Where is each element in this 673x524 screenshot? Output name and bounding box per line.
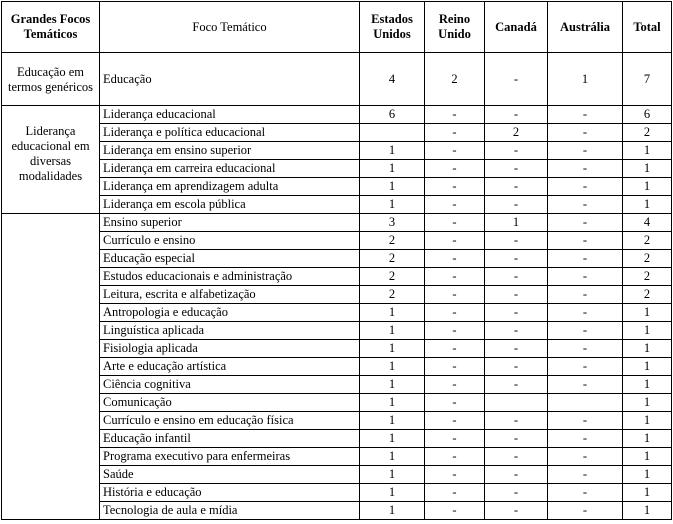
table-row <box>2 232 672 250</box>
topic-cell: Liderança e política educacional <box>100 124 360 142</box>
total-cell: 1 <box>623 430 672 448</box>
table-row <box>2 53 672 106</box>
table-row <box>2 124 672 142</box>
us-cell: 1 <box>360 196 425 214</box>
au-cell: - <box>548 232 623 250</box>
us-cell: 1 <box>360 142 425 160</box>
table-body <box>2 53 672 520</box>
topic-cell: História e educação <box>100 484 360 502</box>
au-cell: - <box>548 106 623 124</box>
total-cell: 2 <box>623 268 672 286</box>
au-cell: - <box>548 250 623 268</box>
topic-cell: Liderança em carreira educacional <box>100 160 360 178</box>
table-row <box>2 160 672 178</box>
table-row <box>2 304 672 322</box>
us-cell: 1 <box>360 160 425 178</box>
topic-cell: Antropologia e educação <box>100 304 360 322</box>
ca-cell: - <box>485 466 548 484</box>
uk-cell: - <box>425 304 485 322</box>
topic-cell: Arte e educação artística <box>100 358 360 376</box>
total-cell: 1 <box>623 412 672 430</box>
total-cell: 4 <box>623 214 672 232</box>
table-row <box>2 196 672 214</box>
uk-cell: - <box>425 124 485 142</box>
table-row <box>2 250 672 268</box>
us-cell: 1 <box>360 484 425 502</box>
total-cell: 2 <box>623 232 672 250</box>
uk-cell: - <box>425 106 485 124</box>
au-cell: - <box>548 430 623 448</box>
us-cell: 2 <box>360 286 425 304</box>
us-cell: 1 <box>360 466 425 484</box>
topic-cell: Liderança educacional <box>100 106 360 124</box>
ca-cell: - <box>485 412 548 430</box>
ca-cell: - <box>485 106 548 124</box>
uk-cell: - <box>425 412 485 430</box>
uk-cell: - <box>425 232 485 250</box>
topic-cell: Leitura, escrita e alfabetização <box>100 286 360 304</box>
us-cell: 2 <box>360 232 425 250</box>
table-row <box>2 484 672 502</box>
us-cell: 1 <box>360 178 425 196</box>
table-row <box>2 340 672 358</box>
ca-cell: - <box>485 448 548 466</box>
total-cell: 1 <box>623 340 672 358</box>
au-cell: - <box>548 160 623 178</box>
header-group: Grandes Focos Temáticos <box>2 2 100 53</box>
ca-cell: 2 <box>485 124 548 142</box>
total-cell: 1 <box>623 142 672 160</box>
ca-cell: 1 <box>485 214 548 232</box>
us-cell: 1 <box>360 304 425 322</box>
uk-cell: - <box>425 484 485 502</box>
header-uk: Reino Unido <box>425 2 485 53</box>
ca-cell: - <box>485 430 548 448</box>
au-cell: - <box>548 376 623 394</box>
topic-cell: Programa executivo para enfermeiras <box>100 448 360 466</box>
table-row <box>2 376 672 394</box>
topic-cell: Tecnologia de aula e mídia <box>100 502 360 520</box>
au-cell: - <box>548 268 623 286</box>
total-cell: 1 <box>623 322 672 340</box>
au-cell: - <box>548 484 623 502</box>
total-cell: 1 <box>623 358 672 376</box>
au-cell: - <box>548 142 623 160</box>
table-row <box>2 322 672 340</box>
au-cell <box>548 394 623 412</box>
uk-cell: - <box>425 214 485 232</box>
uk-cell: - <box>425 502 485 520</box>
header-total: Total <box>623 2 672 53</box>
ca-cell: - <box>485 142 548 160</box>
header-topic: Foco Temático <box>100 2 360 53</box>
table-row <box>2 178 672 196</box>
ca-cell: - <box>485 250 548 268</box>
uk-cell: - <box>425 178 485 196</box>
ca-cell: - <box>485 196 548 214</box>
total-cell: 2 <box>623 286 672 304</box>
au-cell: - <box>548 448 623 466</box>
topic-cell: Comunicação <box>100 394 360 412</box>
table-row <box>2 466 672 484</box>
ca-cell <box>485 394 548 412</box>
ca-cell: - <box>485 268 548 286</box>
au-cell: - <box>548 340 623 358</box>
ca-cell: - <box>485 232 548 250</box>
us-cell: 1 <box>360 448 425 466</box>
header-row <box>2 2 672 53</box>
uk-cell: - <box>425 394 485 412</box>
total-cell: 1 <box>623 178 672 196</box>
topic-cell: Ensino superior <box>100 214 360 232</box>
table-row <box>2 286 672 304</box>
au-cell: - <box>548 304 623 322</box>
total-cell: 2 <box>623 124 672 142</box>
table-row <box>2 214 672 232</box>
header-ca: Canadá <box>485 2 548 53</box>
topic-cell: Ciência cognitiva <box>100 376 360 394</box>
uk-cell: - <box>425 160 485 178</box>
uk-cell: - <box>425 268 485 286</box>
topic-cell: Fisiologia aplicada <box>100 340 360 358</box>
au-cell: - <box>548 322 623 340</box>
au-cell: - <box>548 124 623 142</box>
group-cell: Educação em termos genéricos <box>2 53 100 106</box>
table-row <box>2 448 672 466</box>
topic-cell: Currículo e ensino em educação física <box>100 412 360 430</box>
total-cell: 6 <box>623 106 672 124</box>
us-cell: 1 <box>360 376 425 394</box>
ca-cell: - <box>485 322 548 340</box>
topic-cell: Educação <box>100 53 360 106</box>
ca-cell: - <box>485 502 548 520</box>
ca-cell: - <box>485 53 548 106</box>
au-cell: - <box>548 214 623 232</box>
total-cell: 1 <box>623 466 672 484</box>
au-cell: - <box>548 178 623 196</box>
au-cell: - <box>548 466 623 484</box>
table-row <box>2 142 672 160</box>
au-cell: - <box>548 286 623 304</box>
uk-cell: - <box>425 376 485 394</box>
total-cell: 1 <box>623 160 672 178</box>
au-cell: - <box>548 196 623 214</box>
total-cell: 2 <box>623 250 672 268</box>
topic-cell: Liderança em aprendizagem adulta <box>100 178 360 196</box>
us-cell: 3 <box>360 214 425 232</box>
topic-cell: Currículo e ensino <box>100 232 360 250</box>
group-cell: Liderança educacional em diversas modalidades <box>2 106 100 214</box>
uk-cell: - <box>425 286 485 304</box>
ca-cell: - <box>485 358 548 376</box>
uk-cell: - <box>425 250 485 268</box>
total-cell: 1 <box>623 448 672 466</box>
table-row <box>2 502 672 520</box>
us-cell: 6 <box>360 106 425 124</box>
table-row <box>2 268 672 286</box>
uk-cell: - <box>425 358 485 376</box>
table-row <box>2 394 672 412</box>
ca-cell: - <box>485 484 548 502</box>
us-cell <box>360 124 425 142</box>
uk-cell: - <box>425 340 485 358</box>
ca-cell: - <box>485 304 548 322</box>
theses-table <box>1 1 672 520</box>
uk-cell: - <box>425 448 485 466</box>
group-cell <box>2 214 100 520</box>
table-row <box>2 412 672 430</box>
total-cell: 7 <box>623 53 672 106</box>
uk-cell: - <box>425 430 485 448</box>
table-row <box>2 358 672 376</box>
ca-cell: - <box>485 178 548 196</box>
ca-cell: - <box>485 286 548 304</box>
ca-cell: - <box>485 376 548 394</box>
au-cell: 1 <box>548 53 623 106</box>
total-cell: 1 <box>623 394 672 412</box>
header-au: Austrália <box>548 2 623 53</box>
us-cell: 1 <box>360 394 425 412</box>
us-cell: 2 <box>360 268 425 286</box>
uk-cell: - <box>425 196 485 214</box>
us-cell: 1 <box>360 322 425 340</box>
topic-cell: Liderança em escola pública <box>100 196 360 214</box>
uk-cell: - <box>425 466 485 484</box>
total-cell: 1 <box>623 484 672 502</box>
uk-cell: - <box>425 142 485 160</box>
us-cell: 2 <box>360 250 425 268</box>
ca-cell: - <box>485 340 548 358</box>
us-cell: 1 <box>360 412 425 430</box>
total-cell: 1 <box>623 304 672 322</box>
ca-cell: - <box>485 160 548 178</box>
au-cell: - <box>548 502 623 520</box>
us-cell: 1 <box>360 340 425 358</box>
table-row <box>2 106 672 124</box>
header-us: Estados Unidos <box>360 2 425 53</box>
us-cell: 1 <box>360 430 425 448</box>
au-cell: - <box>548 358 623 376</box>
topic-cell: Estudos educacionais e administração <box>100 268 360 286</box>
uk-cell: 2 <box>425 53 485 106</box>
total-cell: 1 <box>623 196 672 214</box>
us-cell: 1 <box>360 502 425 520</box>
total-cell: 1 <box>623 376 672 394</box>
topic-cell: Educação especial <box>100 250 360 268</box>
total-cell: 1 <box>623 502 672 520</box>
topic-cell: Liderança em ensino superior <box>100 142 360 160</box>
au-cell: - <box>548 412 623 430</box>
us-cell: 1 <box>360 358 425 376</box>
topic-cell: Saúde <box>100 466 360 484</box>
us-cell: 4 <box>360 53 425 106</box>
table-row <box>2 430 672 448</box>
uk-cell: - <box>425 322 485 340</box>
topic-cell: Linguística aplicada <box>100 322 360 340</box>
topic-cell: Educação infantil <box>100 430 360 448</box>
